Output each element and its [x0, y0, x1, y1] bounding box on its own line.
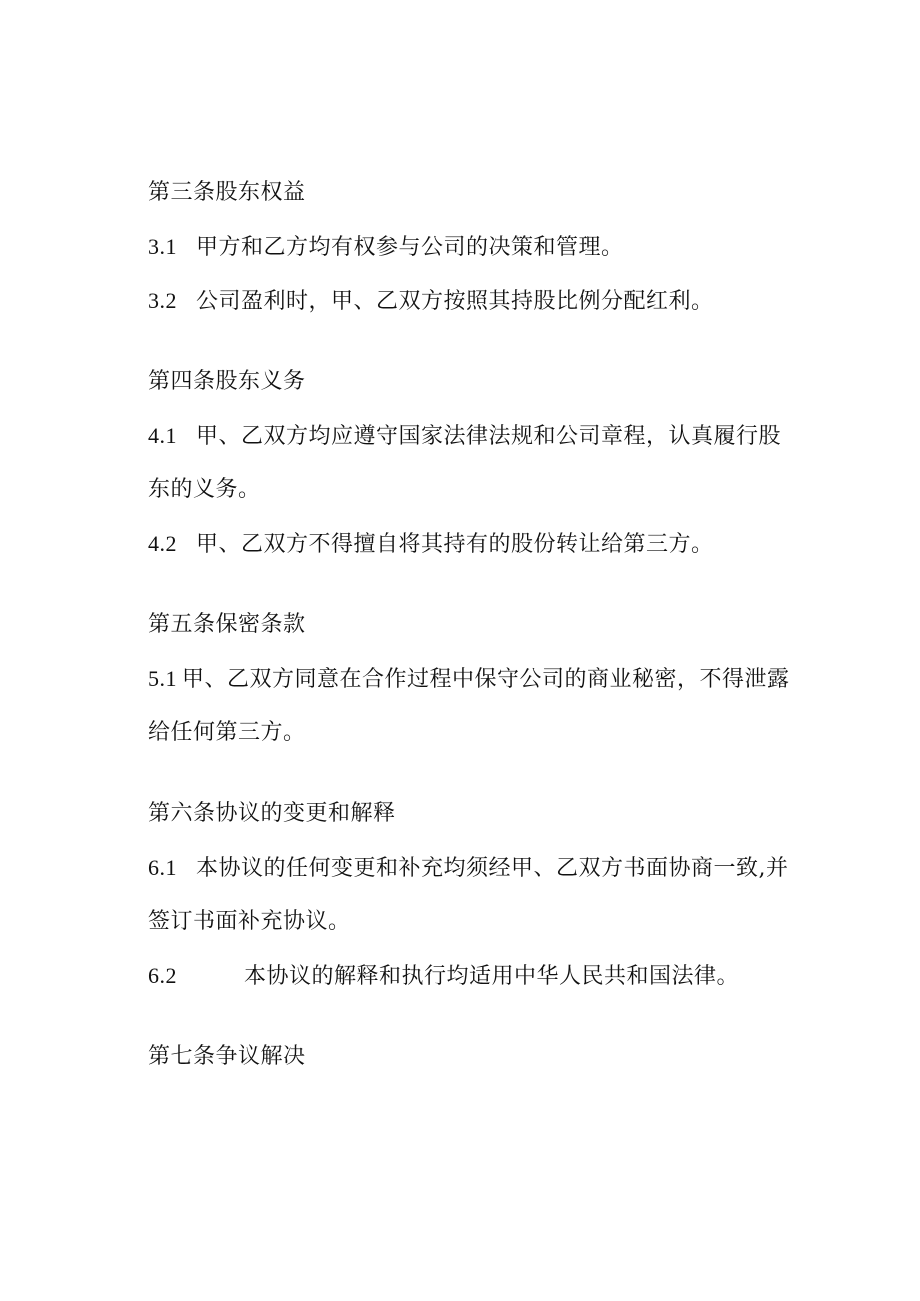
- section-spacer: [148, 571, 808, 598]
- clause-number: 6.2: [148, 963, 177, 988]
- clause-text-continued: 给任何第三方。: [148, 720, 306, 745]
- section-spacer: [148, 760, 808, 787]
- clause-number: 4.1: [148, 423, 177, 448]
- section-heading-6: 第六条协议的变更和解释: [148, 801, 396, 826]
- clause-text: 本协议的任何变更和补充均须经甲、乙双方书面协商一致,并: [196, 856, 789, 881]
- clause-3-1: [148, 220, 808, 274]
- clause-number: 5.1: [148, 666, 177, 691]
- clause-4-1-line2: [148, 463, 808, 517]
- clause-text: 甲、乙双方均应遵守国家法律法规和公司章程，认真履行股: [196, 424, 782, 449]
- clause-text: 公司盈利时，甲、乙双方按照其持股比例分配红利。: [196, 289, 714, 314]
- clause-3-2: [148, 274, 808, 328]
- clause-number: 4.2: [148, 531, 177, 556]
- clause-text: 本协议的解释和执行均适用中华人民共和国法律。: [244, 964, 740, 989]
- clause-5-1-line2: [148, 706, 808, 760]
- clause-4-2: [148, 517, 808, 571]
- clause-text-continued: 东的义务。: [148, 477, 261, 502]
- clause-5-1-line1: [148, 652, 808, 706]
- clause-text: 甲、乙双方不得擅自将其持有的股份转让给第三方。: [196, 532, 714, 557]
- clause-number: 3.1: [148, 234, 177, 259]
- section-heading-5: 第五条保密条款: [148, 612, 306, 637]
- clause-text: 甲、乙双方同意在合作过程中保守公司的商业秘密，不得泄露: [182, 667, 790, 692]
- section-heading-4: 第四条股东义务: [148, 369, 306, 394]
- clause-6-1-line2: [148, 895, 808, 949]
- section-spacer: [148, 328, 808, 355]
- section-spacer: [148, 1003, 808, 1030]
- clause-4-1-line1: [148, 409, 808, 463]
- clause-number: 3.2: [148, 288, 177, 313]
- clause-6-2: [148, 949, 808, 1003]
- clause-6-1-line1: [148, 841, 808, 895]
- clause-text-continued: 签订书面补充协议。: [148, 909, 351, 934]
- clause-text: 甲方和乙方均有权参与公司的决策和管理。: [196, 235, 624, 260]
- section-heading-7: 第七条争议解决: [148, 1044, 306, 1069]
- clause-number: 6.1: [148, 855, 177, 880]
- document-body: [148, 166, 808, 1084]
- section-heading-3: 第三条股东权益: [148, 180, 306, 205]
